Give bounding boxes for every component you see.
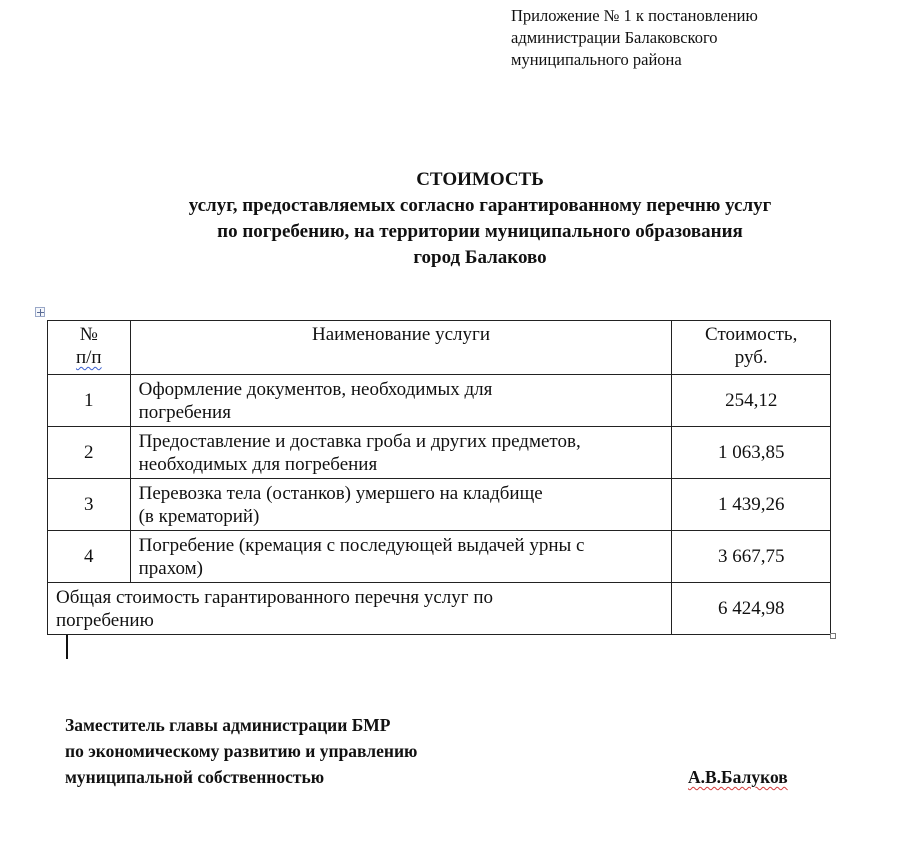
signer-name: А.В.Балуков [688, 767, 788, 787]
row-num: 1 [48, 375, 131, 427]
header-cost-line1: Стоимость, [705, 324, 798, 345]
row-service-line: (в крематорий) [138, 505, 260, 527]
title-line: по погребению, на территории муниципального образования [217, 221, 743, 242]
table-header-row [48, 321, 831, 375]
row-num: 4 [48, 531, 131, 583]
row-service-line: Перевозка тела (останков) умершего на кладбище [138, 482, 543, 504]
signature-line: Заместитель главы администрации БМР [65, 715, 391, 735]
header-cost-line2: руб. [734, 347, 768, 368]
row-service-line: Предоставление и доставка гроба и других предметов, [138, 430, 581, 452]
header-num-symbol: № [79, 324, 98, 345]
table-resize-handle[interactable] [830, 633, 836, 639]
row-service-line: прахом) [138, 557, 203, 579]
row-service-name [130, 375, 672, 427]
signature-line: по экономическому развитию и управлению [65, 741, 418, 761]
table-row [48, 375, 831, 427]
appendix-note [511, 5, 891, 71]
text-cursor [66, 635, 68, 659]
services-cost-table [47, 320, 831, 635]
row-num: 3 [48, 479, 131, 531]
appendix-line: Приложение № 1 к постановлению [511, 6, 758, 25]
document-title [60, 167, 900, 271]
header-num-abbr: п/п [75, 347, 102, 368]
appendix-line: муниципального района [511, 50, 682, 69]
row-cost: 3 667,75 [672, 531, 831, 583]
total-label [48, 583, 672, 635]
total-cost: 6 424,98 [672, 583, 831, 635]
row-service-line: погребения [138, 401, 231, 423]
row-service-line: необходимых для погребения [138, 453, 378, 475]
table-row [48, 427, 831, 479]
table-total-row [48, 583, 831, 635]
header-name [130, 321, 672, 375]
row-service-name [130, 427, 672, 479]
row-service-line: Погребение (кремация с последующей выдачей урны с [138, 534, 585, 556]
appendix-line: администрации Балаковского [511, 28, 718, 47]
table-move-handle-icon[interactable] [35, 307, 45, 317]
total-label-line: Общая стоимость гарантированного перечня услуг по [56, 586, 493, 608]
row-num: 2 [48, 427, 131, 479]
header-num [48, 321, 131, 375]
signature-block [65, 712, 417, 790]
total-label-line: погребению [56, 609, 154, 631]
header-cost [672, 321, 831, 375]
row-cost: 254,12 [672, 375, 831, 427]
title-line: услуг, предоставляемых согласно гарантированному перечню услуг [188, 195, 772, 216]
row-service-name [130, 479, 672, 531]
table-row [48, 531, 831, 583]
title-line: город Балаково [413, 247, 547, 268]
table-row [48, 479, 831, 531]
header-name-text: Наименование услуги [312, 324, 490, 345]
row-cost: 1 063,85 [672, 427, 831, 479]
row-cost: 1 439,26 [672, 479, 831, 531]
title-main: СТОИМОСТЬ [416, 169, 544, 190]
row-service-line: Оформление документов, необходимых для [138, 378, 493, 400]
signature-line: муниципальной собственностью [65, 767, 325, 787]
row-service-name [130, 531, 672, 583]
